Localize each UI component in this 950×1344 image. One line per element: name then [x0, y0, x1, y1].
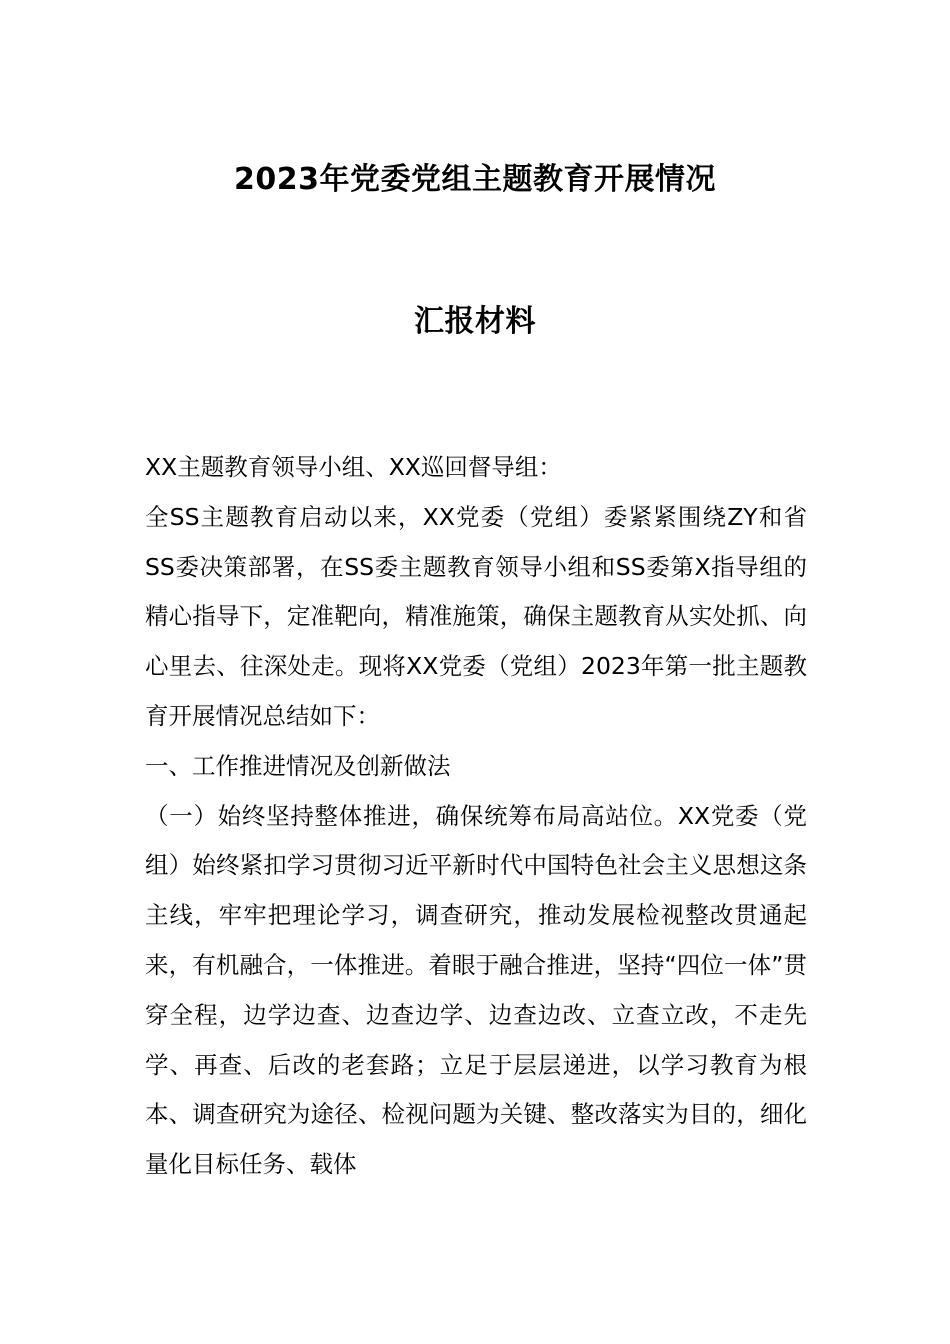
- salutation: XX主题教育领导小组、XX巡回督导组：: [145, 453, 562, 481]
- document-body: [145, 443, 807, 1190]
- document-title-line1: 2023年党委党组主题教育开展情况: [234, 162, 716, 197]
- section-heading: 一、工作推进情况及创新做法: [145, 751, 451, 780]
- paragraph-section-1-1: （一）始终坚持整体推进，确保统筹布局高站位。XX党委（党组）始终紧扣学习贯彻习近平新时代中国特色社会主义思想这条主线，牢牢把理论学习，调查研究，推动发展检视整改贯通起来，有机融合，一体推进。着眼于融合推进，坚持“四位一体”贯穿全程，边学边查、边查边学、边查边改、立查立改，不走先学、再查、后改的老套路；立足于层层递进，以学习教育为根本、调查研究为途径、检视问题为关键、整改落实为目的，细化量化目标任务、载体: [145, 801, 807, 1179]
- paragraph-intro: 全SS主题教育启动以来，XX党委（党组）委紧紧围绕ZY和省SS委决策部署，在SS委主题教育领导小组和SS委第X指导组的精心指导下，定准靶向，精准施策，确保主题教育从实处抓、向心里去、往深处走。现将XX党委（党组）2023年第一批主题教育开展情况总结如下：: [145, 502, 807, 730]
- document-title-line2: 汇报材料: [414, 304, 536, 339]
